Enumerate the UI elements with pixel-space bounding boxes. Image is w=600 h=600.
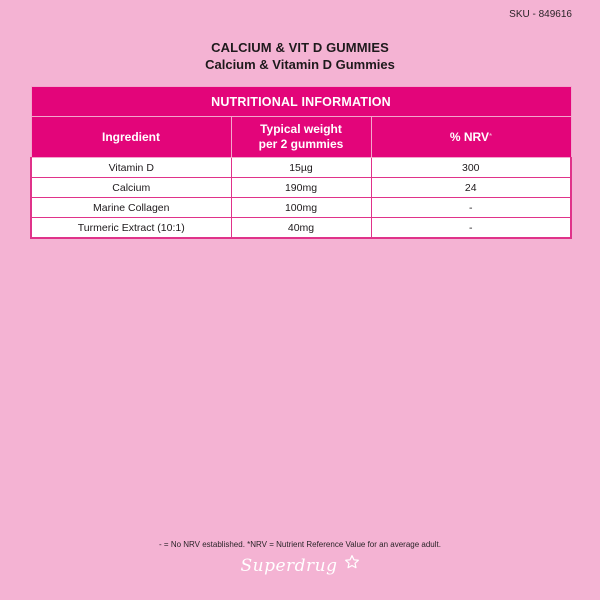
cell-ingredient: Calcium xyxy=(31,178,231,198)
column-header-nrv xyxy=(371,117,571,158)
table-caption: NUTRITIONAL INFORMATION xyxy=(31,87,571,117)
nrv-footnote-marker: * xyxy=(489,131,493,141)
column-header-weight-line2: per 2 gummies xyxy=(258,137,344,151)
column-header-ingredient: Ingredient xyxy=(31,117,231,158)
nutrition-table xyxy=(30,86,572,239)
table-row xyxy=(31,198,571,218)
table-caption-row xyxy=(31,87,571,117)
table-row xyxy=(31,218,571,239)
brand-name: Superdrug xyxy=(240,556,338,576)
cell-nrv: - xyxy=(371,218,571,239)
cell-weight: 100mg xyxy=(231,198,371,218)
cell-nrv: 24 xyxy=(371,178,571,198)
cell-weight: 190mg xyxy=(231,178,371,198)
cell-ingredient: Marine Collagen xyxy=(31,198,231,218)
brand-logo xyxy=(0,556,600,577)
product-title: CALCIUM & VIT D GUMMIES xyxy=(211,40,389,55)
footnote: - = No NRV established. *NRV = Nutrient Reference Value for an average adult. xyxy=(159,540,441,549)
star-outline-icon xyxy=(344,554,360,575)
cell-ingredient: Turmeric Extract (10:1) xyxy=(31,218,231,239)
cell-nrv: 300 xyxy=(371,158,571,178)
product-titles xyxy=(0,39,600,73)
product-subtitle: Calcium & Vitamin D Gummies xyxy=(205,57,395,72)
cell-weight: 40mg xyxy=(231,218,371,239)
table-row xyxy=(31,158,571,178)
sku-label: SKU - 849616 xyxy=(509,9,572,20)
cell-ingredient: Vitamin D xyxy=(31,158,231,178)
table-header-row xyxy=(31,117,571,158)
cell-nrv: - xyxy=(371,198,571,218)
column-header-weight xyxy=(231,117,371,158)
column-header-nrv-label: % NRV xyxy=(449,129,490,144)
cell-weight: 15µg xyxy=(231,158,371,178)
column-header-weight-line1: Typical weight xyxy=(260,122,342,136)
table-row xyxy=(31,178,571,198)
